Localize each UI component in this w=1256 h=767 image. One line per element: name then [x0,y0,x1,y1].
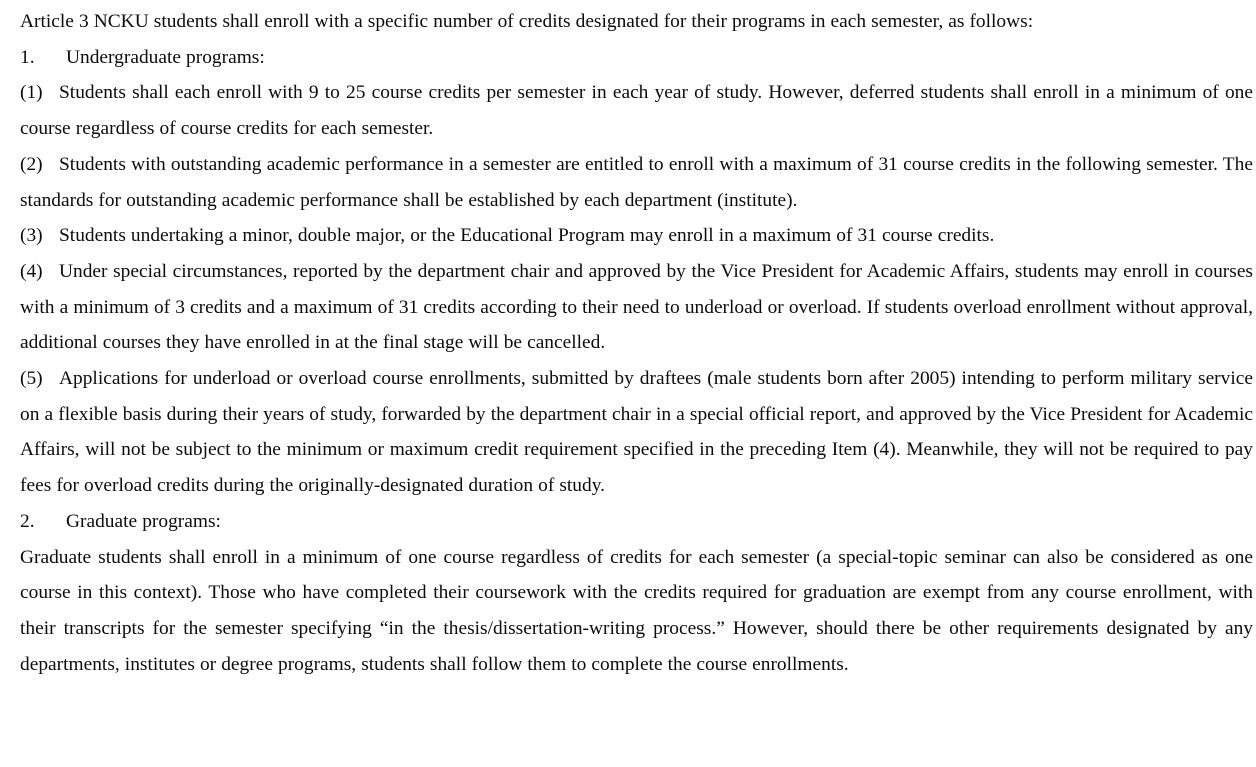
item-4-marker: (4) [20,260,43,282]
section-2-heading-text: Graduate programs: [66,510,221,532]
item-3-paragraph [20,218,1253,254]
article-heading-paragraph: Article 3 NCKU students shall enroll with a specific number of credits designated for their programs in each semester, as follows: [20,11,1034,32]
item-1-marker: (1) [20,82,43,104]
item-3-text: Students undertaking a minor, double major, or the Educational Program may enroll in a maximum of 31 course credits. [59,225,995,247]
section-1-marker: 1. [20,46,35,68]
item-1-text: Students shall each enroll with 9 to 25 course credits per semester in each year of study. However, deferred students shall enroll in a minimum of one course regardless of course credits for each semester. [20,82,1253,140]
item-3-marker: (3) [20,225,43,247]
section-2-marker: 2. [20,510,35,532]
item-4-text: Under special circumstances, reported by the department chair and approved by the Vice President for Academic Affairs, students may enroll in courses with a minimum of 3 credits and a maximum of 31 credits according to their need to underload or overload. If students overload enrollment without approval, additional courses they have enrolled in at the final stage will be cancelled. [20,260,1253,354]
section-2-body-paragraph: Graduate students shall enroll in a minimum of one course regardless of credits for each semester (a special-topic seminar can also be considered as one course in this context). Those who have completed their coursework with the credits required for graduation are exempt from any course enrollment, with their transcripts for the semester specifying “in the thesis/dissertation-writing process.” However, should there be other requirements designated by any departments, institutes or degree programs, students shall follow them to complete the course enrollments. [20,546,1253,675]
section-2-heading-paragraph [20,504,1253,540]
item-1-paragraph [20,75,1253,146]
section-1-heading-text: Undergraduate programs: [66,46,265,68]
item-5-text: Applications for underload or overload course enrollments, submitted by draftees (male students born after 2005) intending to perform military service on a flexible basis during their years of study, forwarded by the department chair in a special official report, and approved by the Vice President for Academic Affairs, will not be subject to the minimum or maximum credit requirement specified in the preceding Item (4). Meanwhile, they will not be required to pay fees for overload credits during the originally-designated duration of study. [20,368,1253,497]
item-2-marker: (2) [20,153,43,175]
item-5-paragraph [20,361,1253,504]
item-2-text: Students with outstanding academic performance in a semester are entitled to enroll with a maximum of 31 course credits in the following semester. The standards for outstanding academic performance shall be established by each department (institute). [20,153,1253,211]
section-1-heading-paragraph [20,40,1253,76]
item-4-paragraph [20,254,1253,361]
item-5-marker: (5) [20,368,43,390]
item-2-paragraph [20,147,1253,218]
